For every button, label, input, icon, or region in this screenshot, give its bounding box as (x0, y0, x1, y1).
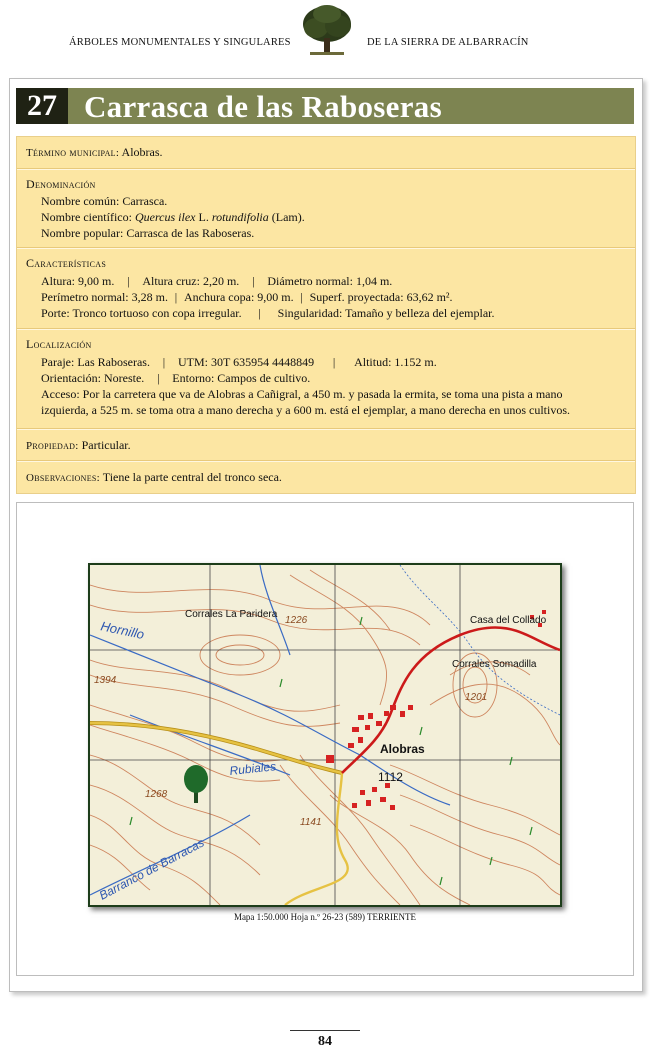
tree-number: 27 (16, 88, 68, 124)
altura-cruz: Altura cruz: 2,20 m. (142, 274, 240, 288)
label-1141: 1141 (300, 817, 322, 828)
label-1112: 1112 (378, 770, 403, 784)
altitud: Altitud: 1.152 m. (354, 355, 437, 369)
header-left-text: ÁRBOLES MONUMENTALES Y SINGULARES (69, 37, 291, 48)
map-caption: Mapa 1:50.000 Hoja n.º 26-23 (589) TERRIENTE (233, 912, 417, 922)
label-1226: 1226 (285, 615, 308, 626)
label-1268: 1268 (145, 789, 168, 800)
topographic-map (88, 563, 562, 907)
termino-value: Alobras. (121, 145, 163, 159)
nombre-cientifico (41, 210, 305, 225)
nombre-comun-value: Carrasca. (122, 194, 168, 208)
tree-title: Carrasca de las Raboseras (84, 89, 442, 124)
label-corrales-somadilla: Corrales Somadilla (452, 659, 537, 670)
footer-rule (290, 1030, 360, 1031)
label-rubiales: Rubiales (228, 759, 277, 778)
caracteristicas-row-3: Porte: Tronco tortuoso con copa irregular. | Singularidad: Tamaño y belleza del ejemplar. (41, 306, 495, 320)
label-casa-collado: Casa del Collado (470, 615, 547, 626)
label-alobras: Alobras (380, 742, 425, 756)
observaciones-row (26, 470, 282, 485)
altura: Altura: 9,00 m. (41, 274, 115, 288)
paraje: Paraje: Las Raboseras. (41, 355, 150, 369)
info-box (16, 136, 636, 494)
acceso-line-2: izquierda, a 525 m. se toma otra a mano derecha y a 600 m. está el ejemplar, a mano derecha en unos cultivos. (41, 403, 570, 417)
page-header (0, 0, 650, 62)
propiedad-value: Particular. (81, 438, 131, 452)
divider (17, 168, 635, 170)
tree-icon (298, 2, 356, 60)
propiedad-row (26, 438, 131, 453)
localizacion-row-1: Paraje: Las Raboseras. | UTM: 30T 635954 4448849 | Altitud: 1.152 m. (41, 355, 437, 369)
subspecies-name: rotundifolia (211, 210, 269, 224)
entorno: Entorno: Campos de cultivo. (172, 371, 311, 385)
divider (17, 460, 635, 462)
porte: Porte: Tronco tortuoso con copa irregular. (41, 306, 242, 320)
observaciones-label: Observaciones: (26, 472, 100, 484)
perimetro: Perímetro normal: 3,28 m. (41, 290, 168, 304)
caracteristicas-row-2: Perímetro normal: 3,28 m. | Anchura copa: 9,00 m. | Superf. proyectada: 63,62 m². (41, 290, 453, 304)
nombre-comun (41, 194, 167, 209)
caracteristicas-heading: Características (26, 256, 107, 270)
propiedad-label: Propiedad: (26, 440, 79, 452)
singularidad: Singularidad: Tamaño y belleza del ejemplar. (277, 306, 495, 320)
observaciones-value: Tiene la parte central del tronco seca. (102, 470, 282, 484)
label-corrales-paridera: Corrales La Paridera (185, 609, 278, 620)
diametro: Diámetro normal: 1,04 m. (267, 274, 393, 288)
superficie-proyectada: Superf. proyectada: 63,62 m² (309, 290, 450, 304)
label-hornillo: Hornillo (99, 618, 146, 643)
localizacion-heading: Localización (26, 337, 92, 351)
nombre-popular-label: Nombre popular: (41, 226, 124, 240)
acceso-line-1: Acceso: Por la carretera que va de Alobras a Cañigral, a 450 m. y pasada la ermita, se toma una pista a mano (41, 387, 563, 401)
header-right-text: DE LA SIERRA DE ALBARRACÍN (367, 37, 529, 48)
species-author: L. (198, 210, 209, 224)
termino-label: Término municipal: (26, 147, 120, 159)
label-1394: 1394 (94, 675, 117, 686)
caracteristicas-row-1: Altura: 9,00 m. | Altura cruz: 2,20 m. | Diámetro normal: 1,04 m. (41, 274, 393, 288)
label-barranco: Barranco de Barracas (96, 835, 207, 903)
divider (17, 328, 635, 330)
nombre-popular-value: Carrasca de las Raboseras. (126, 226, 255, 240)
nombre-comun-label: Nombre común: (41, 194, 120, 208)
divider (17, 428, 635, 430)
termino-row (26, 145, 163, 160)
divider (17, 247, 635, 249)
anchura-copa: Anchura copa: 9,00 m. (183, 290, 294, 304)
orientacion: Orientación: Noreste. (41, 371, 145, 385)
page-number: 84 (318, 1034, 332, 1049)
map-drawing (90, 565, 560, 905)
denominacion-heading: Denominación (26, 177, 96, 191)
nombre-popular (41, 226, 254, 241)
nombre-cientifico-label: Nombre científico: (41, 210, 132, 224)
utm: UTM: 30T 635954 4448849 (177, 355, 315, 369)
localizacion-row-2: Orientación: Noreste. | Entorno: Campos de cultivo. (41, 371, 311, 385)
subspecies-author: (Lam). (271, 210, 305, 224)
species-name: Quercus ilex (134, 210, 196, 224)
label-1201: 1201 (465, 692, 488, 703)
